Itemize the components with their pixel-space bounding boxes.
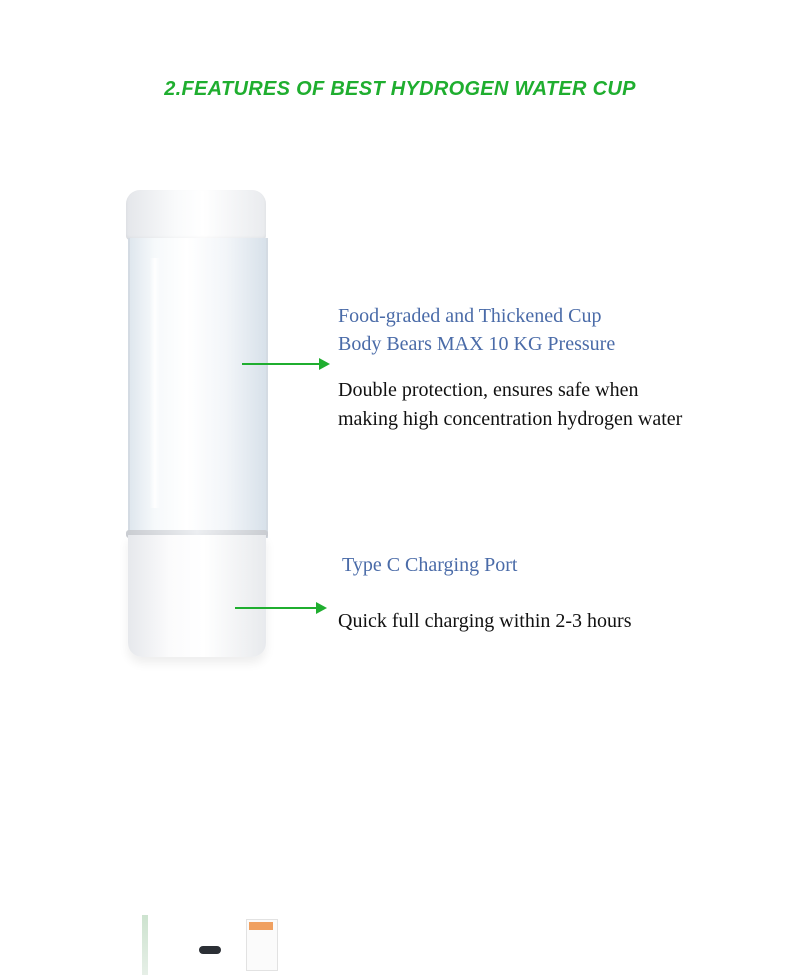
feature-description-line: Quick full charging within 2-3 hours xyxy=(338,610,632,632)
base-label-sticker xyxy=(246,919,278,971)
arrow-right-icon xyxy=(242,358,330,370)
cup-lid xyxy=(126,190,266,240)
cup-glass-body xyxy=(128,238,268,538)
type-c-port-icon xyxy=(199,946,221,954)
base-side-print xyxy=(142,915,148,975)
page-title: 2.FEATURES OF BEST HYDROGEN WATER CUP xyxy=(164,78,636,100)
feature-description-line: making high concentration hydrogen water xyxy=(338,408,683,430)
feature-description-line: Double protection, ensures safe when xyxy=(338,379,639,401)
sticker-orange-band xyxy=(249,922,273,930)
cup-base xyxy=(128,535,266,657)
feature-heading-line: Food-graded and Thickened Cup xyxy=(338,305,602,327)
arrow-right-icon xyxy=(235,602,327,614)
hydrogen-water-cup-image xyxy=(116,190,276,665)
feature-heading-line: Type C Charging Port xyxy=(342,554,518,576)
feature-heading-line: Body Bears MAX 10 KG Pressure xyxy=(338,333,616,355)
